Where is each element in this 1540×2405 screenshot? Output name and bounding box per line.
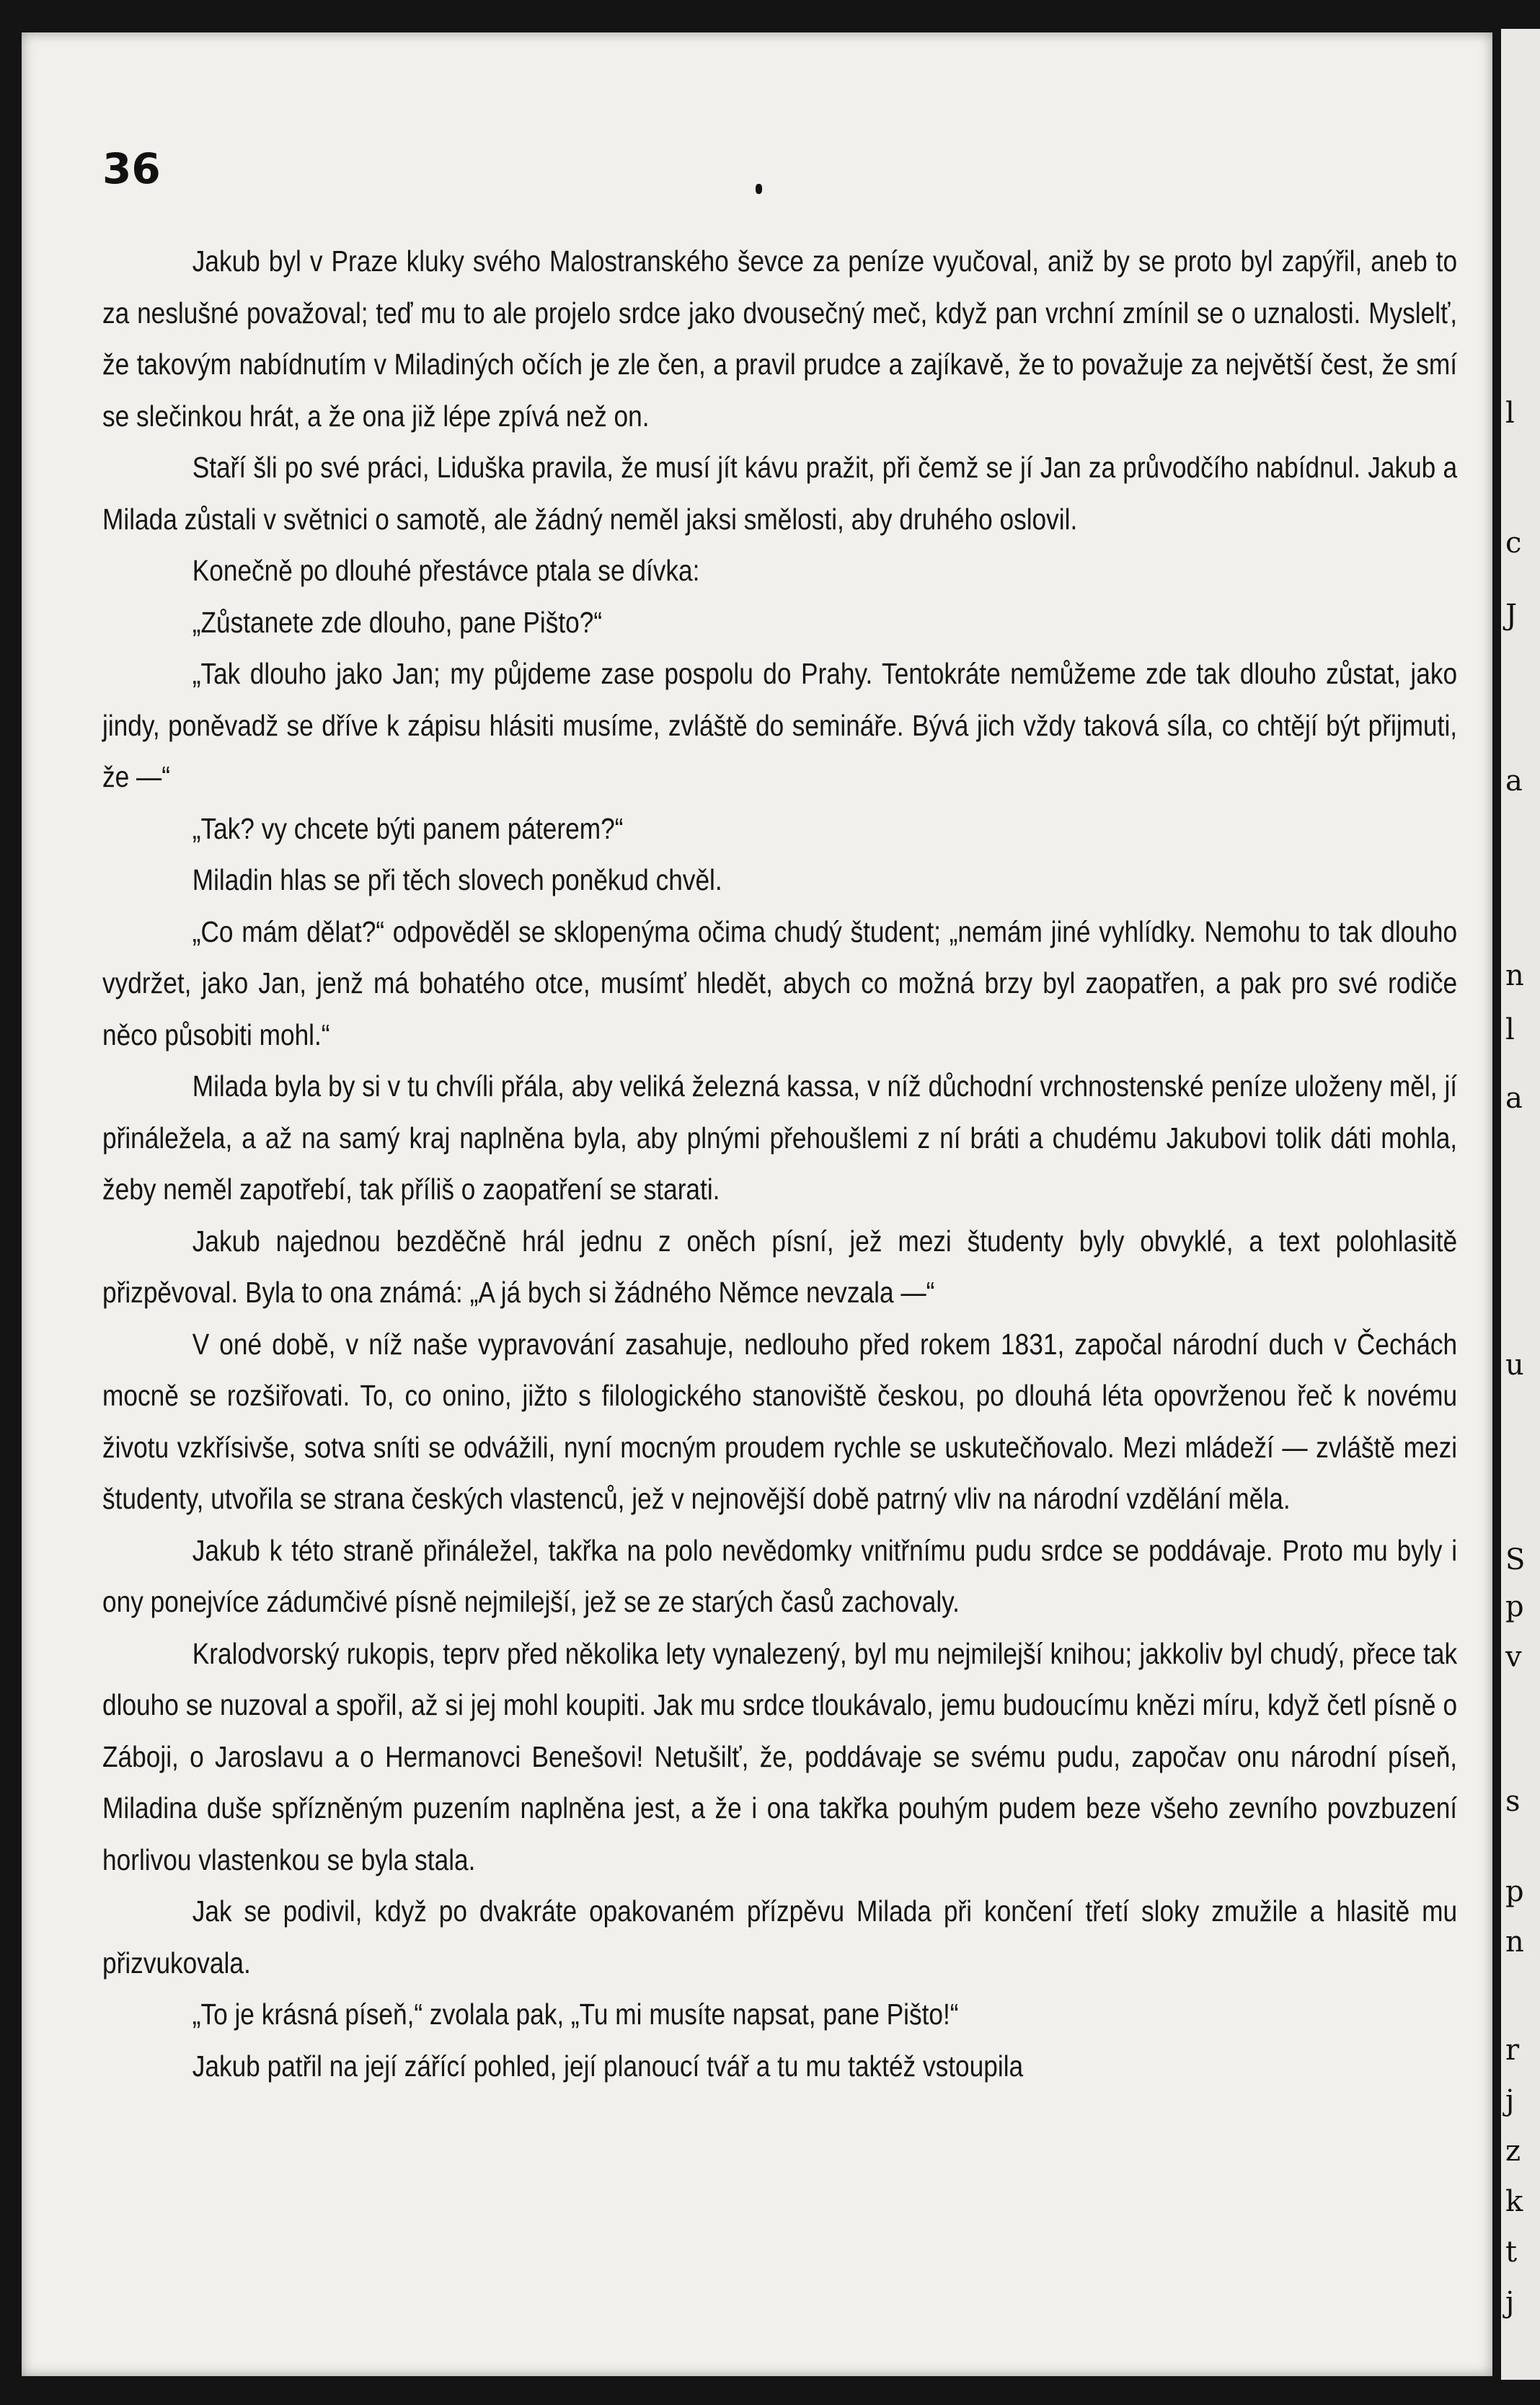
next-page-edge bbox=[1501, 29, 1540, 2380]
paragraph: Jakub najednou bezděčně hrál jednu z oněch písní, jež mezi študenty byly obvyklé, a text polohlasitě přizpěvoval. Byla to ona známá: „A já bych si žádného Němce nevzala —“ bbox=[102, 1224, 1458, 1309]
edge-letter: j bbox=[1505, 2286, 1515, 2319]
edge-letter: S bbox=[1505, 1543, 1526, 1576]
paragraph: Jakub k této straně přináležel, takřka na polo nevědomky vnitřnímu pudu srdce se poddávaje. Proto mu byly i ony ponejvíce zádumčivé písně nejmilejší, jež se ze starých časů zachovaly. bbox=[102, 1533, 1458, 1618]
paragraph: „Tak? vy chcete býti panem páterem?“ bbox=[192, 811, 624, 845]
edge-letter: s bbox=[1505, 1785, 1521, 1818]
paragraph: Staří šli po své práci, Liduška pravila, že musí jít kávu pražit, při čemž se jí Jan za průvodčího nabídnul. Jakub a Milada zůstali v světnici o samotě, ale žádný neměl jaksi smělosti, aby druhého oslovil. bbox=[102, 451, 1458, 536]
edge-letter: u bbox=[1505, 1349, 1524, 1382]
edge-letter: j bbox=[1505, 2084, 1515, 2117]
edge-letter: l bbox=[1505, 397, 1515, 430]
paragraph: Jakub patřil na její zářící pohled, její planoucí tvář a tu mu taktéž vstoupila bbox=[192, 2049, 1024, 2083]
ink-dot bbox=[756, 184, 762, 194]
edge-letter: n bbox=[1505, 959, 1524, 992]
edge-letter: t bbox=[1505, 2236, 1518, 2269]
edge-letter: n bbox=[1505, 1925, 1524, 1959]
edge-letter: v bbox=[1505, 1641, 1522, 1674]
paragraph: Miladin hlas se při těch slovech poněkud chvěl. bbox=[192, 863, 722, 896]
paragraph: Milada byla by si v tu chvíli přála, aby veliká železná kassa, v níž důchodní vrchnostenské peníze uloženy měl, jí přináležela, a až na samý kraj naplněna byla, aby plnými přehoušlemi z ní bráti a chudému Jakubovi tolik dáti mohla, žeby neměl zapotřebí, tak příliš o zaopatření se starati. bbox=[102, 1069, 1458, 1206]
paragraph: „To je krásná píseň,“ zvolala pak, „Tu mi musíte napsat, pane Pišto!“ bbox=[192, 1998, 959, 2031]
paragraph: Kralodvorský rukopis, teprv před několika lety vynalezený, byl mu nejmilejší knihou; jakkoliv byl chudý, přece tak dlouho se nuzoval a spořil, až si jej mohl koupiti. Jak mu srdce tloukávalo, jemu budoucímu knězi míru, když četl písně o Záboji, o Jaroslavu a o Hermanovci Benešovi! Netušilť, že, poddávaje se svému pudu, započav onu národní píseň, Miladina duše spřízněným puzením naplněna jest, a že i ona takřka pouhým pudem beze všeho zevního povzbuzení horlivou vlastenkou se byla stala. bbox=[102, 1636, 1458, 1876]
edge-letter: p bbox=[1505, 1875, 1524, 1908]
edge-letter: c bbox=[1505, 526, 1522, 560]
edge-letter: l bbox=[1505, 1013, 1515, 1046]
edge-letter: r bbox=[1505, 2034, 1520, 2067]
edge-letter: k bbox=[1505, 2185, 1523, 2218]
book-page bbox=[22, 32, 1492, 2376]
paragraph: V oné době, v níž naše vypravování zasahuje, nedlouho před rokem 1831, započal národní duch v Čechách mocně se rozšiřovati. To, co onino, jižto s filologického stanoviště českou, po dlouhá léta opovrženou řeč k novému životu vzkřísivše, sotva sníti se odvážili, nyní mocným proudem rychle se uskutečňovalo. Mezi mládeží — zvláště mezi študenty, utvořila se strana českých vlastenců, jež v nejnovější době patrný vliv na národní vzdělání měla. bbox=[102, 1327, 1458, 1515]
edge-letter: p bbox=[1505, 1590, 1524, 1623]
paragraph: Jakub byl v Praze kluky svého Malostranského ševce za peníze vyučoval, aniž by se proto byl zapýřil, aneb to za neslušné považoval; teď mu to ale projelo srdce jako dvousečný meč, když pan vrchní zmínil se o uznalosti. Myslelť, že takovým nabídnutím v Miladiných očích je zle čen, a pravil prudce a zajíkavě, že to považuje za největší čest, že smí se slečinkou hrát, a že ona již lépe zpívá než on. bbox=[102, 244, 1458, 433]
paragraph: „Tak dlouho jako Jan; my půjdeme zase pospolu do Prahy. Tentokráte nemůžeme zde tak dlouho zůstat, jako jindy, poněvadž se dříve k zápisu hlásiti musíme, zvláště do semináře. Bývá jich vždy taková síla, co chtějí být přijmuti, že —“ bbox=[102, 657, 1458, 793]
paragraph: Konečně po dlouhé přestávce ptala se dívka: bbox=[192, 554, 700, 587]
body-text bbox=[102, 236, 1457, 2092]
edge-letter: a bbox=[1505, 764, 1523, 798]
paragraph: Jak se podivil, když po dvakráte opakovaném přízpěvu Milada při končení třetí sloky zmužile a hlasitě mu přizvukovala. bbox=[102, 1894, 1458, 1980]
paragraph: „Co mám dělat?“ odpověděl se sklopenýma očima chudý študent; „nemám jiné vyhlídky. Nemohu to tak dlouho vydržet, jako Jan, jenž má bohatého otce, musímť hledět, abych co možná brzy byl zaopatřen, a pak pro své rodiče něco působiti mohl.“ bbox=[102, 914, 1458, 1051]
edge-letter: z bbox=[1505, 2135, 1521, 2168]
edge-letter: a bbox=[1505, 1082, 1523, 1115]
paragraph: „Zůstanete zde dlouho, pane Pišto?“ bbox=[192, 605, 603, 639]
edge-letter: J bbox=[1505, 599, 1518, 632]
page-number: 36 bbox=[102, 144, 161, 193]
